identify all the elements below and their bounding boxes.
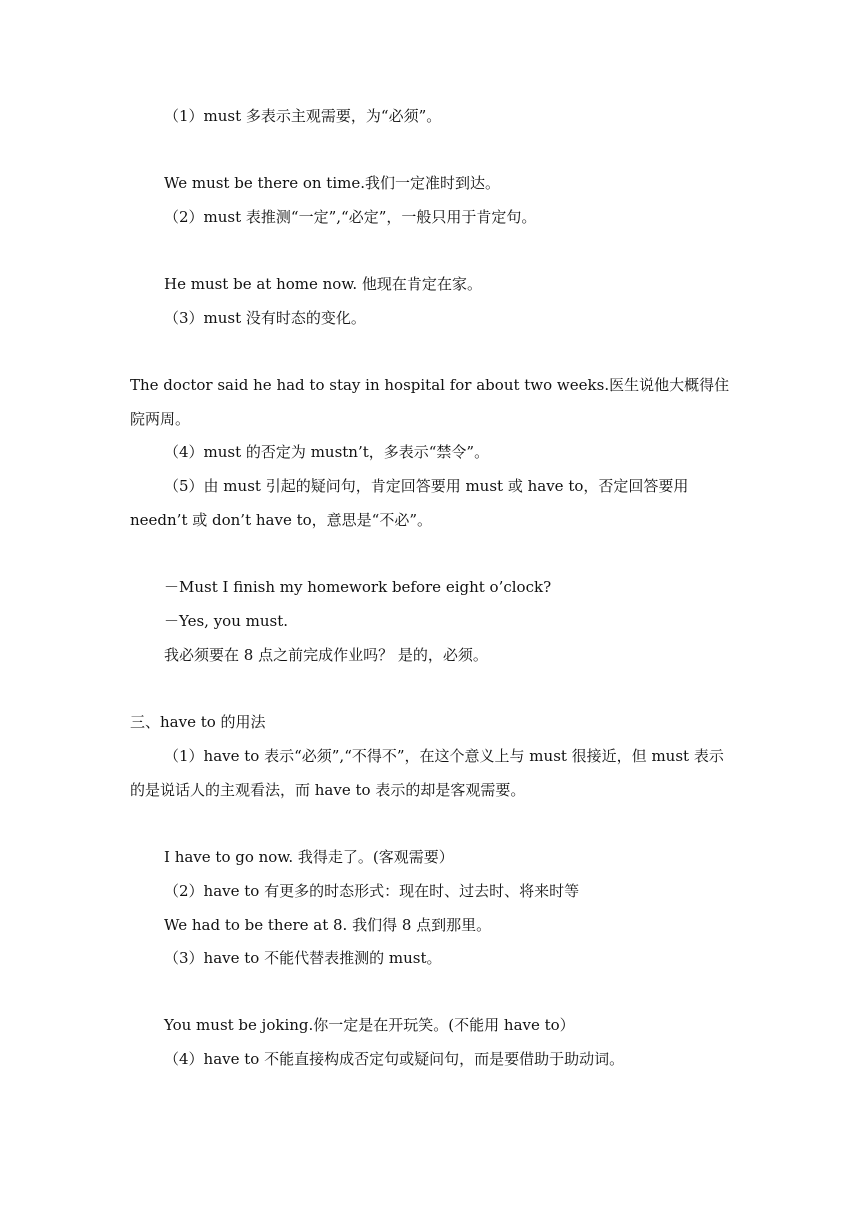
dialogue-answer: －Yes, you must. [164, 612, 289, 630]
have-to-point-4: （4）have to 不能直接构成否定句或疑问句，而是要借助于助动词。 [164, 1050, 625, 1068]
dialogue-question: －Must I finish my homework before eight o’clock? [164, 578, 552, 596]
example-on-time: We must be there on time.我们一定准时到达。 [164, 174, 500, 192]
example-go-now: I have to go now. 我得走了。(客观需要） [164, 848, 454, 866]
dialogue-translation: 我必须要在 8 点之前完成作业吗？ 是的，必须。 [164, 646, 488, 664]
have-to-point-2: （2）have to 有更多的时态形式：现在时、过去时、将来时等 [164, 882, 580, 900]
section-heading-have-to: 三、have to 的用法 [130, 713, 266, 731]
must-point-1: （1）must 多表示主观需要，为“必须”。 [164, 107, 442, 125]
must-point-5: （5）由 must 引起的疑问句，肯定回答要用 must 或 have to，否定回答要用 needn’t 或 don’t have to，意思是“不必”。 [130, 477, 689, 529]
example-had-to: We had to be there at 8. 我们得 8 点到那里。 [164, 916, 492, 934]
have-to-point-3: （3）have to 不能代替表推测的 must。 [164, 949, 442, 967]
example-hospital: The doctor said he had to stay in hospital for about two weeks.医生说他大概得住院两周。 [130, 376, 730, 428]
must-point-3: （3）must 没有时态的变化。 [164, 309, 366, 327]
must-point-2: （2）must 表推测“一定”,“必定”，一般只用于肯定句。 [164, 208, 537, 226]
must-point-4: （4）must 的否定为 mustn’t，多表示“禁令”。 [164, 443, 490, 461]
example-at-home: He must be at home now. 他现在肯定在家。 [164, 275, 482, 293]
have-to-point-1: （1）have to 表示“必须”,“不得不”，在这个意义上与 must 很接近，但 must 表示的是说话人的主观看法，而 have to 表示的却是客观需要。 [130, 747, 724, 799]
example-joking: You must be joking.你一定是在开玩笑。(不能用 have to） [164, 1016, 575, 1034]
